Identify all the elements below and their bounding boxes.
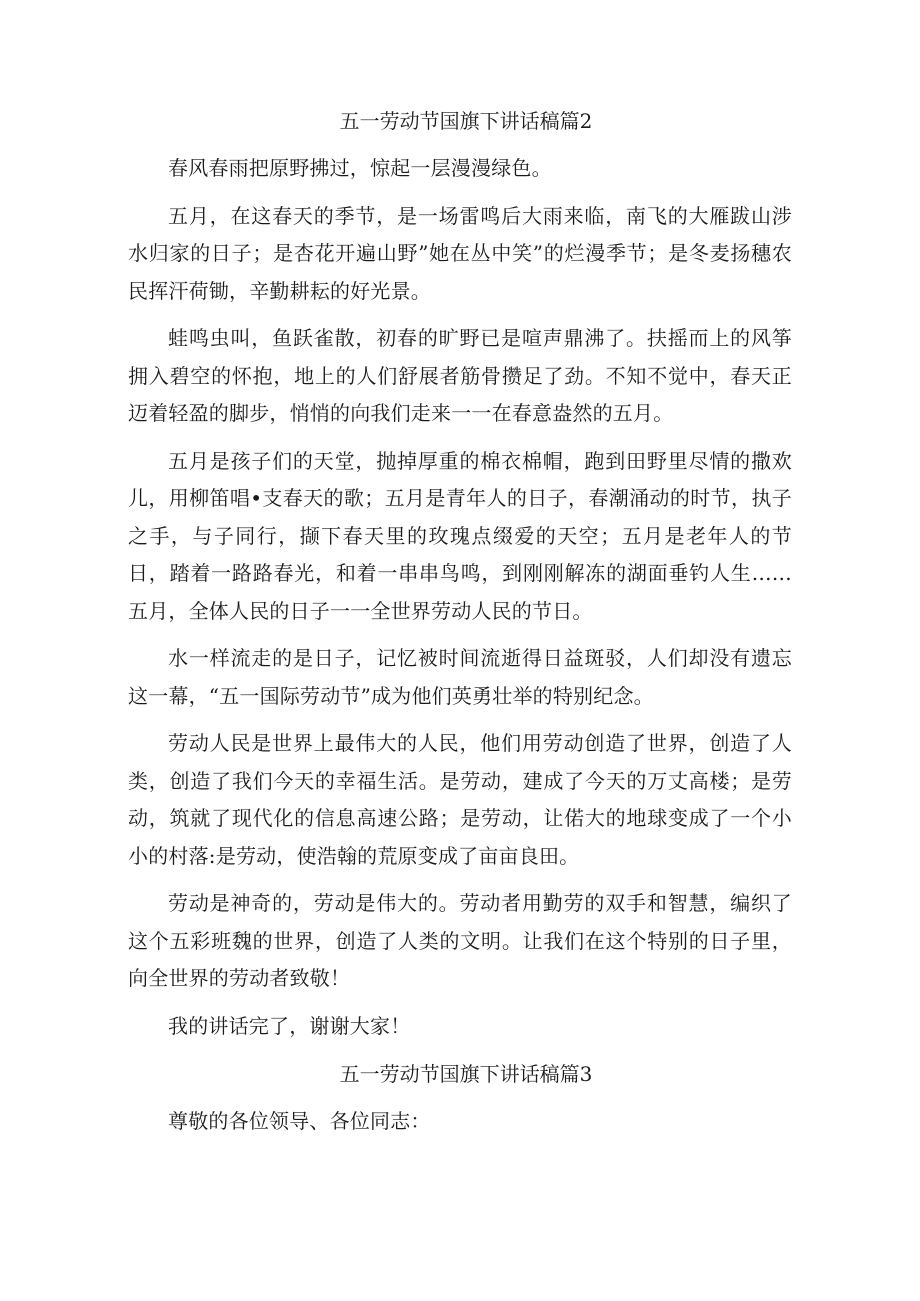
section-heading: 五一劳动节国旗下讲话稿篇2 bbox=[339, 109, 593, 133]
document-body bbox=[128, 108, 792, 1151]
paragraph: 五月是孩子们的天堂，抛掉厚重的棉衣棉帽，跑到田野里尽情的撒欢儿，用柳笛唱•支春天的歌；五月是青年人的日子，春潮涌动的时节，执子之手，与子同行，撷下春天里的玫瑰点缀爱的天空；五月是老年人的节日，踏着一路路春光，和着一串串鸟鸣，到刚刚解冻的湖面垂钓人生……五月，全体人民的日子一一全世界劳动人民的节日。 bbox=[128, 448, 792, 623]
paragraph: 水一样流走的是日子，记忆被时间流逝得日益斑驳，人们却没有遗忘这一幕，“五一国际劳动节”成为他们英勇壮举的特别纪念。 bbox=[128, 646, 792, 708]
paragraph: 我的讲话完了，谢谢大家！ bbox=[168, 1013, 411, 1038]
paragraph: 蛙鸣虫叫，鱼跃雀散，初春的旷野已是喧声鼎沸了。扶摇而上的风筝拥入碧空的怀抱，地上的人们舒展者筋骨攒足了劲。不知不觉中，春天正迈着轻盈的脚步，悄悄的向我们走来一一在春意盎然的五月。 bbox=[128, 326, 792, 425]
paragraph: 劳动人民是世界上最伟大的人民，他们用劳动创造了世界，创造了人类，创造了我们今天的幸福生活。是劳动，建成了今天的万丈高楼；是劳动，筑就了现代化的信息高速公路；是劳动，让偌大的地球变成了一个小小的村落:是劳动，使浩翰的荒原变成了亩亩良田。 bbox=[128, 731, 792, 868]
section-heading: 五一劳动节国旗下讲话稿篇3 bbox=[339, 1062, 593, 1086]
paragraph: 五月，在这春天的季节，是一场雷鸣后大雨来临，南飞的大雁跋山涉水归家的日子；是杏花开遍山野”她在丛中笑”的烂漫季节；是冬麦扬穗农民挥汗荷锄，辛勤耕耘的好光景。 bbox=[128, 203, 792, 303]
paragraph: 春风春雨把原野拂过，惊起一层漫漫绿色。 bbox=[168, 156, 552, 180]
paragraph: 劳动是神奇的，劳动是伟大的。劳动者用勤劳的双手和智慧，编织了这个五彩班魏的世界，创造了人类的文明。让我们在这个特别的日子里，向全世界的劳动者致敬！ bbox=[128, 891, 792, 990]
salutation: 尊敬的各位领导、各位同志： bbox=[168, 1109, 431, 1133]
